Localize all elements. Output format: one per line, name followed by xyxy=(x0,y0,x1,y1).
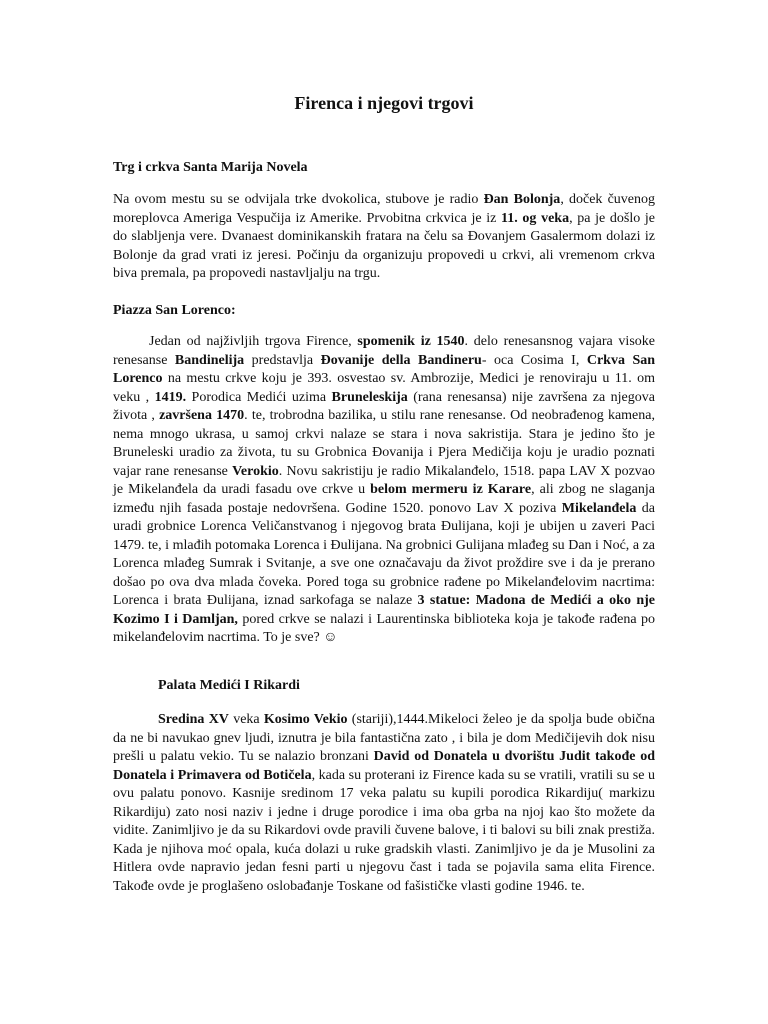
bold-text-run: spomenik iz 1540 xyxy=(357,334,465,349)
text-run: da uradi grobnice Lorenca Veličanstvanog i njegovog brata Đulijana, koji je ubijen u zaveri Paci 1479. te, i mlađih potomaka Lorenca i Đulijana. Na grobnici Gulijana mlađeg su Dan i Noć, a za Lorenca mlađeg Sumrak i Svitanje, a sve one označavaju da život proždire sve i da je prerano došao po ova dva mlada čoveka. Pored toga su grobnice rađene po Mikelanđelovim nacrtima: Lorenca i brata Đulijana, iznad sarkofaga se nalaze xyxy=(113,500,655,608)
text-run: predstavlja xyxy=(244,352,321,368)
bold-text-run: Bruneleskija xyxy=(331,389,408,405)
paragraph-palata-medici-rikardi xyxy=(113,711,655,896)
text-run: . delo renesansnog vajara visoke renesanse xyxy=(113,334,655,368)
paragraph-piazza-san-lorenco xyxy=(113,333,655,648)
paragraph-santa-marija-novela xyxy=(113,191,655,284)
text-run: (stariji),1444.Mikeloci želeo je da spolja bude obična da ne bi navukao gnev ljudi, iznutra je bila fantastična zato , i bila je dom Medičijevih dok nisu prešli u palatu vekio. Tu se nalazio bronzani xyxy=(113,712,655,764)
bold-text-run: Crkva San Lorenco xyxy=(113,352,656,386)
section-heading-santa-marija-novela: Trg i crkva Santa Marija Novela xyxy=(113,160,308,175)
text-run: veka xyxy=(228,712,264,727)
text-run: , kada su proterani iz Firence kada su se vratili, vratili su se u ovu palatu ponovo. Kasnije sredinom 17 veka palatu su kupili porodica Rikardiju( markizu Rikardiju) zato nosi naziv i jedne i druge porodice i ima oba grba na njoj kao što možete da vidite. Zanimljivo je da su Rikardovi ovde pravili čuvene balove, i ti balovi su bili znak prestiža. Kada je njihova moć opala, kuća dolazi u ruke gradskih vlasti. Zanimljivo je da je Musolini za Hitlera ovde napravio jedan fesni parti u njegovu čast i tada se pojavila sama elita Firence. Takođe ovde je proglašeno oslobađanje Toskane od fašističke vlasti godine 1946. te. xyxy=(113,767,655,894)
text-run: , ali zbog ne slaganja između njih fasada postaje nedovršena. Godine 1520. ponovo Lav X poziva xyxy=(113,482,655,516)
text-run: na mestu crkve koju je 393. osvestao sv. Ambrozije, Medici je renoviraju u 11. om veku , xyxy=(113,371,655,405)
bold-text-run: Verokio xyxy=(232,463,279,479)
bold-text-run: Đan Bolonja xyxy=(483,192,561,207)
section-heading-piazza-san-lorenco: Piazza San Lorenco: xyxy=(113,303,236,318)
text-run: . Novu sakristiju je radio Mikalanđelo, 1518. papa LAV X pozvao je Mikelanđela da uradi fasadu ove crkve u xyxy=(113,463,656,497)
bold-text-run: završena 1470 xyxy=(159,408,245,423)
text-run: Na ovom mestu su se odvijala trke dvokolica, stubove je radio xyxy=(113,192,484,207)
bold-text-run: Bandinelija xyxy=(174,352,245,368)
bold-text-run: Đovanije della Bandineru xyxy=(320,352,482,368)
text-run: Porodica Medići uzima xyxy=(186,389,332,405)
text-run: (rana renesansa) nije završena za njegova života , xyxy=(113,389,655,423)
text-run: Jedan od najživljih trgova Firence, xyxy=(149,334,358,349)
text-run: pored crkve se nalazi i Laurentinska biblioteka koja je takođe rađena po mikelanđelovim nacrtima. To je sve? ☺ xyxy=(113,611,655,645)
bold-text-run: David od Donatela u dvorištu Judit takođe od Donatela i Primavera od Botičela xyxy=(113,749,655,783)
bold-text-run: Kosimo Vekio xyxy=(263,712,348,727)
bold-text-run: Mikelanđela xyxy=(561,500,637,516)
text-run: - oca Cosima I, xyxy=(481,352,587,368)
text-run: . te, trobrodna bazilika, u stilu rane renesanse. Od neobrađenog kamena, nema mnogo ukrasa, u samoj crkvi nalaze se stara i nova sakristija. Stara je jedino što je Bruneleski uradio za života, tu su Grobnica Đovanija i Pjera Medičija koju je uradio poznati vajar rane renesanse xyxy=(113,408,655,479)
bold-text-run: 11. og veka xyxy=(501,210,570,226)
document-title: Firenca i njegovi trgovi xyxy=(294,93,474,113)
bold-text-run: 3 statue: Madona de Medići a oko nje Kozimo I i Damljan, xyxy=(113,593,655,627)
bold-text-run: Sredina XV xyxy=(158,712,229,727)
bold-text-run: belom mermeru iz Karare xyxy=(370,482,532,497)
text-run: , doček čuvenog moreplovca Ameriga Vespučija iz Amerike. Prvobitna crkvica je iz xyxy=(113,192,655,226)
text-run: , pa je došlo je do slabljenja vere. Dvanaest dominikanskih fratara na čelu sa Đovanjem Gasalermom dolazi iz Bolonje da grad vrati iz jeresi. Počinju da organizuju propovedi u crkvi, ali vremenom crkva biva premala, pa propovedi nastavljalju na trgu. xyxy=(113,210,655,281)
section-heading-palata-medici-rikardi: Palata Medići I Rikardi xyxy=(158,678,300,693)
bold-text-run: 1419. xyxy=(154,389,187,405)
